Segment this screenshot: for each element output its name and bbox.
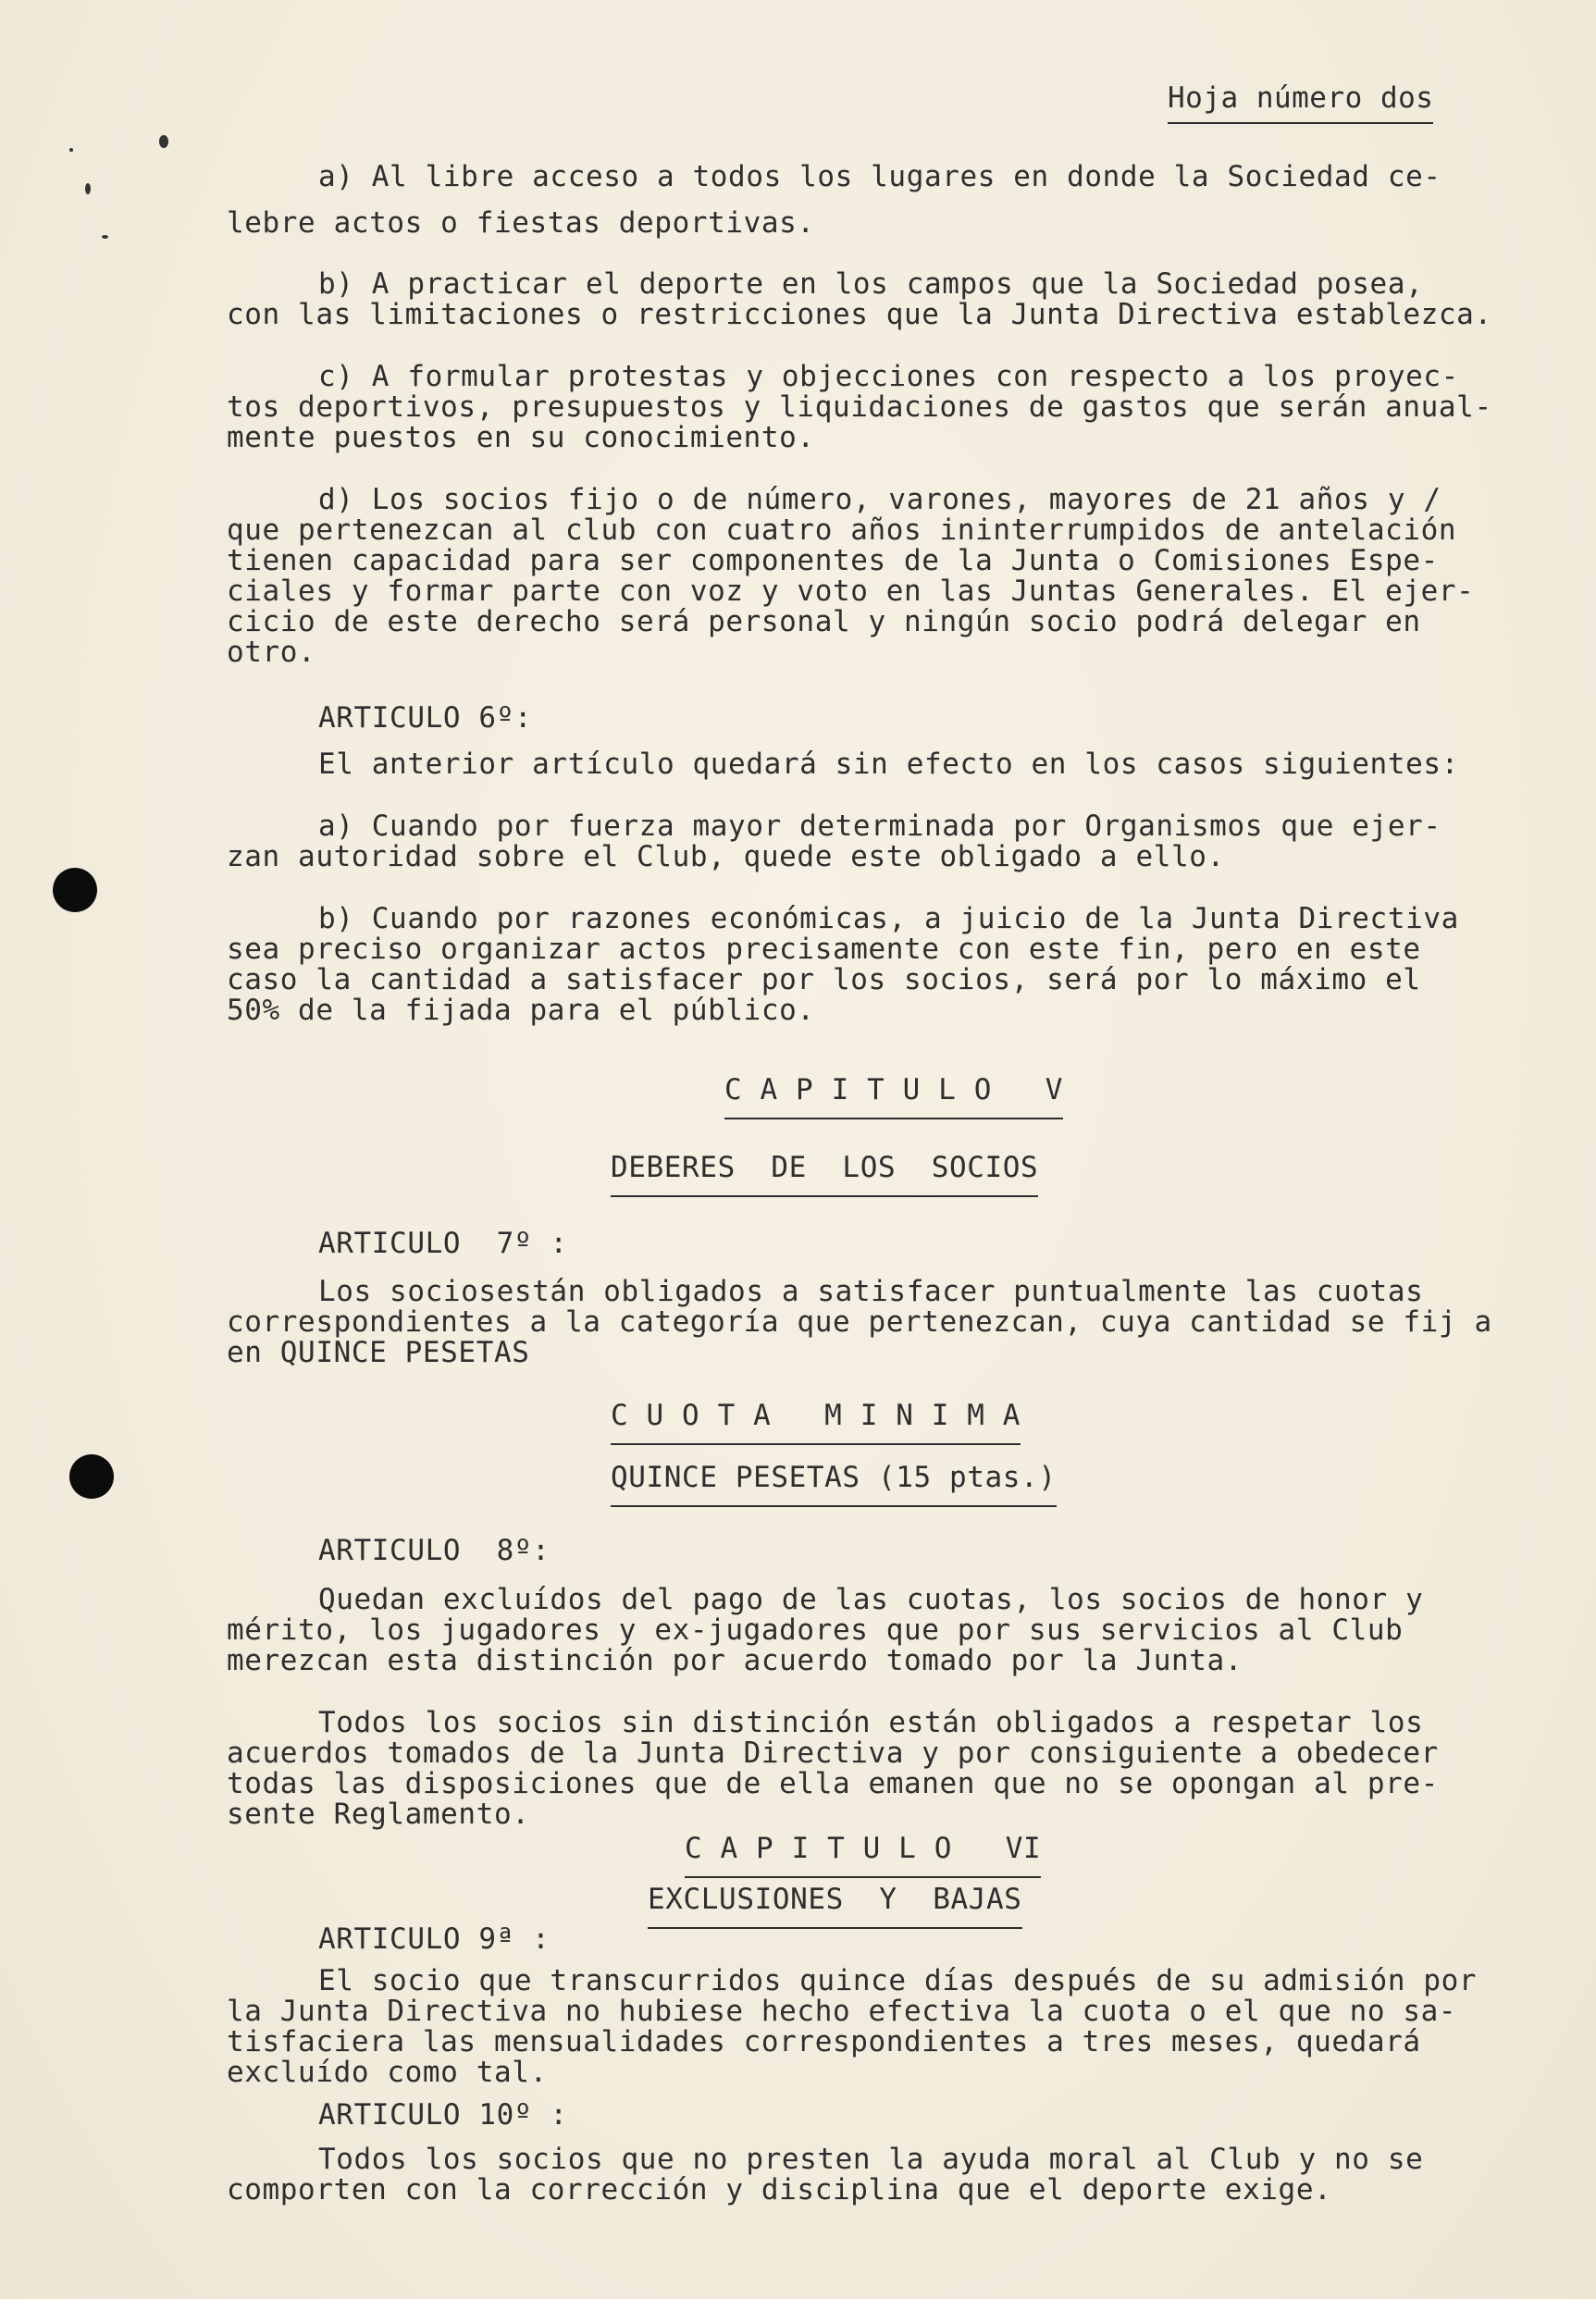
article-8-heading: ARTICULO 8º: bbox=[318, 1534, 551, 1567]
article-9-line-2: la Junta Directiva no hubiese hecho efectiva la cuota o el que no sa- bbox=[227, 1995, 1457, 2028]
punch-hole-lower bbox=[69, 1454, 114, 1499]
paragraph-c-line-1: c) A formular protestas y objecciones con respecto a los proyec- bbox=[318, 360, 1459, 393]
chapter-5-heading: C A P I T U L O V bbox=[724, 1073, 1063, 1119]
chapter-5-title: DEBERES DE LOS SOCIOS bbox=[611, 1151, 1038, 1197]
paragraph-d-line-1: d) Los socios fijo o de número, varones, mayores de 21 años y / bbox=[318, 483, 1441, 516]
paragraph-d-line-5: cicio de este derecho será personal y ningún socio podrá delegar en bbox=[227, 605, 1421, 638]
article-9-heading: ARTICULO 9ª : bbox=[318, 1922, 551, 1956]
article-6-intro: El anterior artículo quedará sin efecto en los casos siguientes: bbox=[318, 748, 1459, 781]
article-7-line-2: correspondientes a la categoría que pertenezcan, cuya cantidad se fij a bbox=[227, 1305, 1492, 1339]
minimum-fee-amount: QUINCE PESETAS (15 ptas.) bbox=[611, 1461, 1057, 1507]
chapter-6-title: EXCLUSIONES Y BAJAS bbox=[648, 1883, 1022, 1929]
ink-speck bbox=[85, 183, 91, 194]
page-number-header: Hoja número dos bbox=[1168, 81, 1433, 124]
article-7-line-3: en QUINCE PESETAS bbox=[227, 1336, 530, 1369]
ink-speck bbox=[102, 235, 108, 239]
paragraph-b-line-1: b) A practicar el deporte en los campos que la Sociedad posea, bbox=[318, 267, 1424, 301]
article-8-para-2-line-4: sente Reglamento. bbox=[227, 1798, 530, 1831]
article-7-heading: ARTICULO 7º : bbox=[318, 1227, 568, 1260]
article-9-line-1: El socio que transcurridos quince días después de su admisión por bbox=[318, 1964, 1478, 1997]
article-6-b-line-1: b) Cuando por razones económicas, a juicio de la Junta Directiva bbox=[318, 902, 1459, 935]
article-6-b-line-2: sea preciso organizar actos precisamente con este fin, pero en este bbox=[227, 933, 1421, 966]
article-8-para-2-line-3: todas las disposiciones que de ella emanen que no se opongan al pre- bbox=[227, 1767, 1439, 1800]
article-6-b-line-4: 50% de la fijada para el público. bbox=[227, 994, 815, 1027]
article-10-line-2: comporten con la corrección y disciplina que el deporte exige. bbox=[227, 2173, 1332, 2206]
paragraph-c-line-3: mente puestos en su conocimiento. bbox=[227, 421, 815, 454]
article-8-para-2-line-2: acuerdos tomados de la Junta Directiva y por consiguiente a obedecer bbox=[227, 1737, 1439, 1770]
ink-speck bbox=[69, 148, 73, 152]
article-8-para-2-line-1: Todos los socios sin distinción están obligados a respetar los bbox=[318, 1706, 1424, 1739]
article-10-line-1: Todos los socios que no presten la ayuda moral al Club y no se bbox=[318, 2143, 1424, 2176]
article-8-line-1: Quedan excluídos del pago de las cuotas, los socios de honor y bbox=[318, 1583, 1424, 1616]
article-10-heading: ARTICULO 10º : bbox=[318, 2098, 568, 2132]
chapter-6-heading: C A P I T U L O VI bbox=[685, 1832, 1041, 1878]
ink-speck bbox=[159, 135, 168, 148]
punch-hole-upper bbox=[53, 868, 97, 912]
paragraph-b-line-2: con las limitaciones o restricciones que la Junta Directiva establezca. bbox=[227, 298, 1492, 331]
article-8-line-2: mérito, los jugadores y ex-jugadores que por sus servicios al Club bbox=[227, 1613, 1404, 1647]
paragraph-a-line-2: lebre actos o fiestas deportivas. bbox=[227, 206, 815, 240]
article-9-line-4: excluído como tal. bbox=[227, 2056, 548, 2089]
paragraph-d-line-3: tienen capacidad para ser componentes de la Junta o Comisiones Espe- bbox=[227, 544, 1439, 577]
paragraph-d-line-4: ciales y formar parte con voz y voto en las Juntas Generales. El ejer- bbox=[227, 575, 1475, 608]
article-6-a-line-2: zan autoridad sobre el Club, quede este obligado a ello. bbox=[227, 840, 1225, 873]
paragraph-d-line-6: otro. bbox=[227, 636, 316, 669]
paragraph-c-line-2: tos deportivos, presupuestos y liquidaciones de gastos que serán anual- bbox=[227, 390, 1492, 424]
article-9-line-3: tisfaciera las mensualidades correspondientes a tres meses, quedará bbox=[227, 2025, 1421, 2058]
article-6-b-line-3: caso la cantidad a satisfacer por los socios, será por lo máximo el bbox=[227, 963, 1421, 996]
article-6-a-line-1: a) Cuando por fuerza mayor determinada por Organismos que ejer- bbox=[318, 810, 1441, 843]
article-6-heading: ARTICULO 6º: bbox=[318, 701, 533, 735]
paragraph-a-line-1: a) Al libre acceso a todos los lugares en donde la Sociedad ce- bbox=[318, 160, 1441, 193]
paragraph-d-line-2: que pertenezcan al club con cuatro años ininterrumpidos de antelación bbox=[227, 513, 1457, 547]
article-7-line-1: Los sociosestán obligados a satisfacer puntualmente las cuotas bbox=[318, 1275, 1424, 1308]
minimum-fee-heading: C U O T A M I N I M A bbox=[611, 1399, 1021, 1445]
article-8-line-3: merezcan esta distinción por acuerdo tomado por la Junta. bbox=[227, 1644, 1243, 1677]
